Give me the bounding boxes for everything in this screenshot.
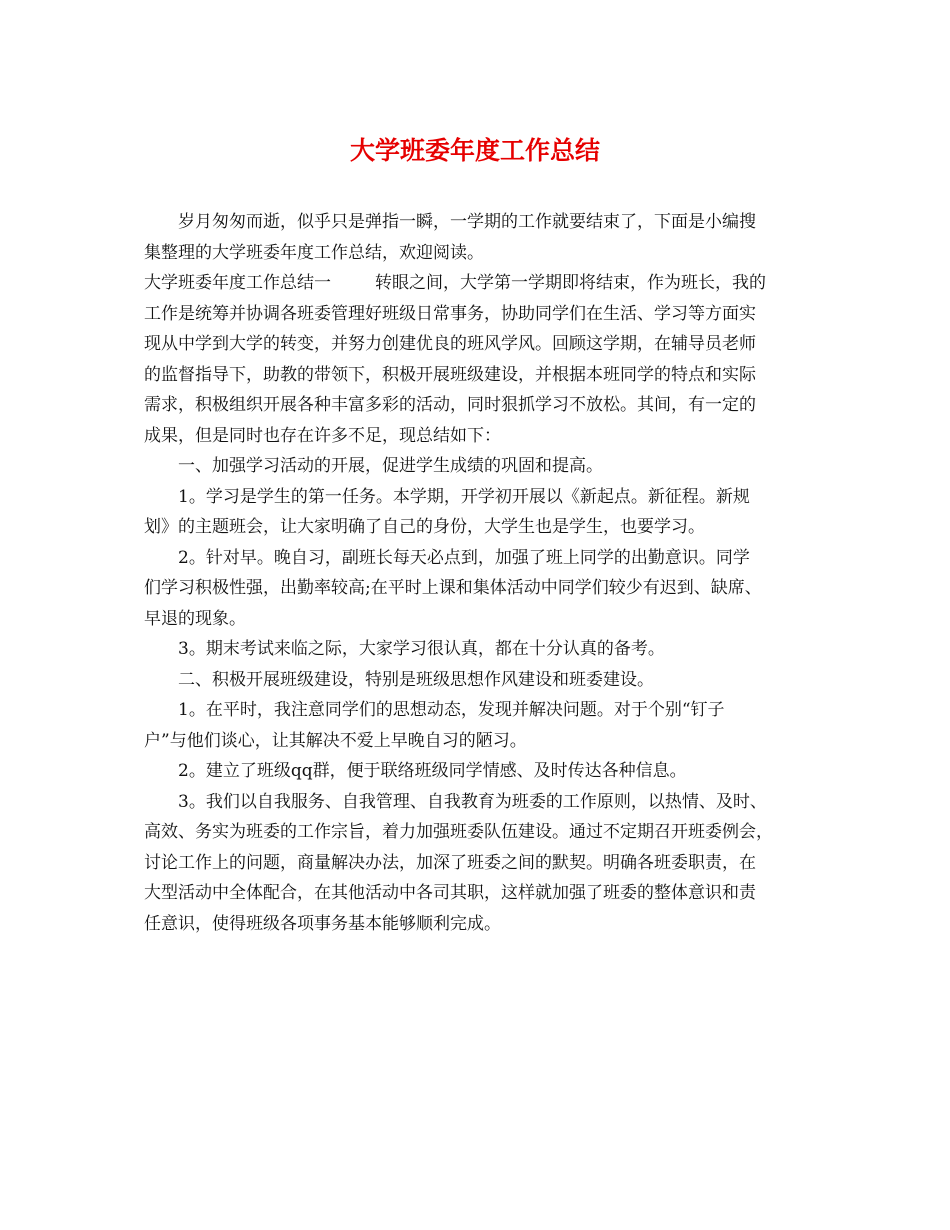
text-line-content: 成果，但是同时也存在许多不足，现总结如下： [144,425,501,446]
text-line-content: 的监督指导下，助教的带领下，积极开展班级建设，并根据本班同学的特点和实际 [144,364,756,385]
text-line-content: 工作是统筹并协调各班委管理好班级日常事务，协助同学们在生活、学习等方面实 [144,303,756,324]
text-line-content: 岁月匆匆而逝，似乎只是弹指一瞬，一学期的工作就要结束了，下面是小编搜 [178,212,756,232]
text-line [144,451,824,482]
text-line [144,512,824,543]
text-line [144,573,824,604]
text-line [144,390,824,421]
text-line-content: 3。我们以自我服务、自我管理、自我教育为班委的工作原则，以热情、及时、 [178,791,767,812]
text-line [144,878,824,909]
text-line [144,268,824,299]
text-line [144,604,824,635]
text-line-content: 1。在平时，我注意同学们的思想动态，发现并解决问题。对于个别“钉子 [178,700,725,720]
text-line-content: 1。学习是学生的第一任务。本学期，开学初开展以《新起点。新征程。新规 [178,486,750,507]
text-line-content: 讨论工作上的问题，商量解决办法，加深了班委之间的默契。明确各班委职责，在 [144,852,756,873]
text-line [144,299,824,330]
text-line-content: 大型活动中全体配合，在其他活动中各司其职，这样就加强了班委的整体意识和责 [144,883,756,903]
text-line-content: 2。建立了班级qq群，便于联络班级同学情感、及时传达各种信息。 [178,761,687,781]
text-line [144,665,824,696]
text-line-content: 3。期末考试来临之际，大家学习很认真，都在十分认真的备考。 [178,639,665,659]
text-line [144,787,824,818]
text-line [144,421,824,452]
text-line [144,848,824,879]
text-line [144,207,824,238]
text-line-content: 高效、务实为班委的工作宗旨，着力加强班委队伍建设。通过不定期召开班委例会， [144,822,773,842]
text-line [144,634,824,665]
text-line-content: 一、加强学习活动的开展，促进学生成绩的巩固和提高。 [178,456,603,476]
text-line-content: 大学班委年度工作总结一 [144,273,331,293]
text-line [144,695,824,726]
document-body [144,207,824,939]
text-line [144,238,824,269]
text-line [144,726,824,757]
text-line-content: 集整理的大学班委年度工作总结，欢迎阅读。 [144,242,484,263]
text-line [144,543,824,574]
text-line [144,329,824,360]
text-line-content: 任意识，使得班级各项事务基本能够顺利完成。 [144,913,501,934]
text-line-content: 2。针对早。晚自习，副班长每天必点到，加强了班上同学的出勤意识。同学 [178,547,750,568]
text-line [144,482,824,513]
document-title: 大学班委年度工作总结 [349,136,600,165]
text-line-content: 户”与他们谈心，让其解决不爱上早晚自习的陋习。 [144,730,527,751]
text-line-content: 划》的主题班会，让大家明确了自己的身份，大学生也是学生，也要学习。 [144,517,705,537]
text-line-content: 们学习积极性强，出勤率较高;在平时上课和集体活动中同学们较少有迟到、缺席、 [144,578,762,598]
text-line [144,909,824,940]
text-line-continuation: 转眼之间，大学第一学期即将结束，作为班长，我的 [375,273,766,293]
text-line-content: 早退的现象。 [144,608,246,629]
text-line-content: 二、积极开展班级建设，特别是班级思想作风建设和班委建设。 [178,669,654,690]
text-line [144,360,824,391]
text-line-content: 现从中学到大学的转变，并努力创建优良的班风学风。回顾这学期，在辅导员老师 [144,334,756,354]
text-line [144,756,824,787]
text-line-content: 需求，积极组织开展各种丰富多彩的活动，同时狠抓学习不放松。其间，有一定的 [144,395,756,415]
text-line [144,817,824,848]
